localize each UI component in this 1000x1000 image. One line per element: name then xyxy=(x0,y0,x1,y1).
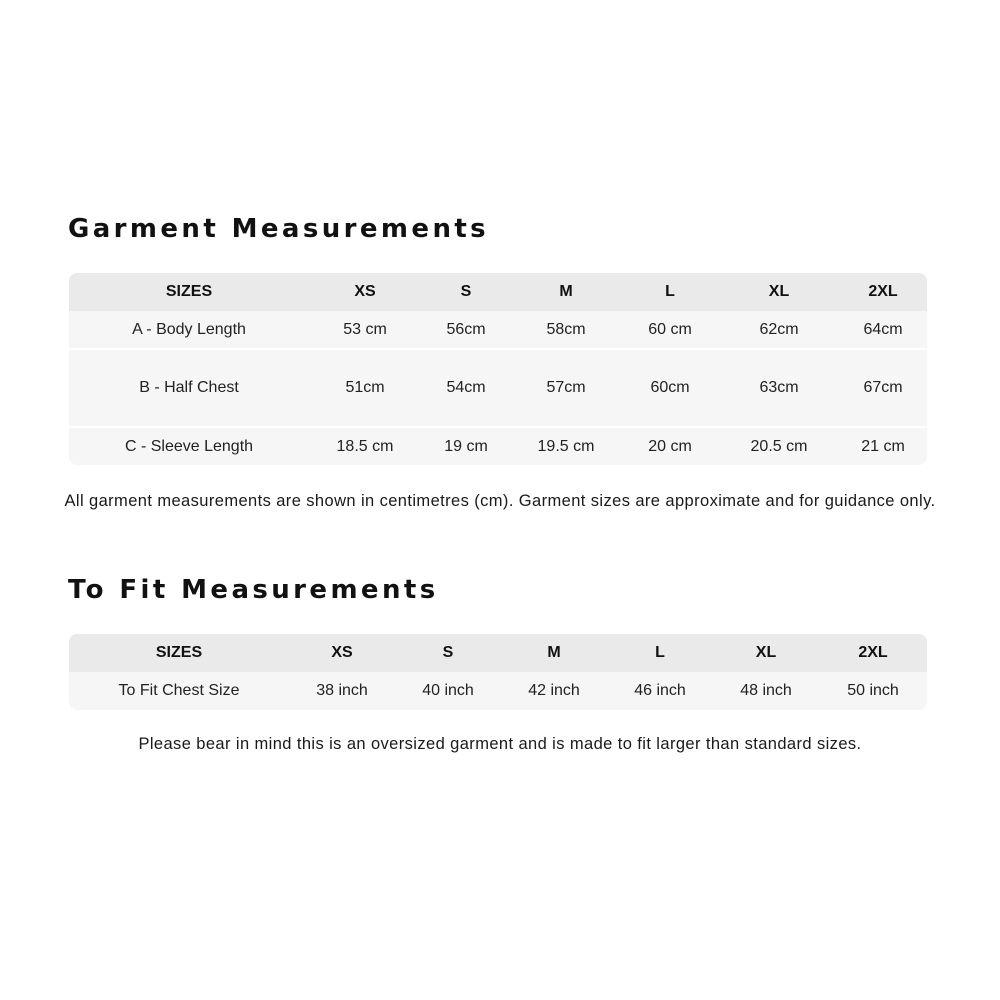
cell-value: 19 cm xyxy=(421,427,511,465)
cell-value: 63cm xyxy=(719,349,839,427)
cell-value: 19.5 cm xyxy=(511,427,621,465)
cell-value: 20 cm xyxy=(621,427,719,465)
to-fit-measurements-table xyxy=(69,634,927,710)
row-label: To Fit Chest Size xyxy=(69,672,289,710)
cell-value: 60cm xyxy=(621,349,719,427)
cell-value: 60 cm xyxy=(621,311,719,349)
header-2xl: 2XL xyxy=(819,634,927,672)
cell-value: 20.5 cm xyxy=(719,427,839,465)
cell-value: 42 inch xyxy=(501,672,607,710)
cell-value: 62cm xyxy=(719,311,839,349)
cell-value: 38 inch xyxy=(289,672,395,710)
cell-value: 48 inch xyxy=(713,672,819,710)
cell-value: 51cm xyxy=(309,349,421,427)
cell-value: 64cm xyxy=(839,311,927,349)
header-s: S xyxy=(421,273,511,311)
header-xl: XL xyxy=(713,634,819,672)
garment-measurements-table xyxy=(69,273,927,465)
table-row-body-length xyxy=(69,311,927,349)
header-2xl: 2XL xyxy=(839,273,927,311)
header-sizes: SIZES xyxy=(69,273,309,311)
header-m: M xyxy=(501,634,607,672)
cell-value: 50 inch xyxy=(819,672,927,710)
header-xs: XS xyxy=(289,634,395,672)
table-header-row xyxy=(69,273,927,311)
cell-value: 54cm xyxy=(421,349,511,427)
header-xs: XS xyxy=(309,273,421,311)
cell-value: 67cm xyxy=(839,349,927,427)
table-row-half-chest xyxy=(69,349,927,427)
garment-measurements-title: Garment Measurements xyxy=(68,214,490,244)
to-fit-measurements-title: To Fit Measurements xyxy=(68,575,439,605)
cell-value: 46 inch xyxy=(607,672,713,710)
row-label: A - Body Length xyxy=(69,311,309,349)
header-m: M xyxy=(511,273,621,311)
table-row-chest-size xyxy=(69,672,927,710)
header-l: L xyxy=(621,273,719,311)
cell-value: 40 inch xyxy=(395,672,501,710)
table-row-sleeve-length xyxy=(69,427,927,465)
garment-measurements-note: All garment measurements are shown in centimetres (cm). Garment sizes are approximate and for guidance only. xyxy=(64,492,936,510)
row-label: C - Sleeve Length xyxy=(69,427,309,465)
header-sizes: SIZES xyxy=(69,634,289,672)
cell-value: 56cm xyxy=(421,311,511,349)
to-fit-note: Please bear in mind this is an oversized garment and is made to fit larger than standard sizes. xyxy=(138,735,862,753)
cell-value: 18.5 cm xyxy=(309,427,421,465)
cell-value: 57cm xyxy=(511,349,621,427)
table-header-row xyxy=(69,634,927,672)
cell-value: 21 cm xyxy=(839,427,927,465)
header-s: S xyxy=(395,634,501,672)
cell-value: 53 cm xyxy=(309,311,421,349)
header-xl: XL xyxy=(719,273,839,311)
cell-value: 58cm xyxy=(511,311,621,349)
row-label: B - Half Chest xyxy=(69,349,309,427)
header-l: L xyxy=(607,634,713,672)
